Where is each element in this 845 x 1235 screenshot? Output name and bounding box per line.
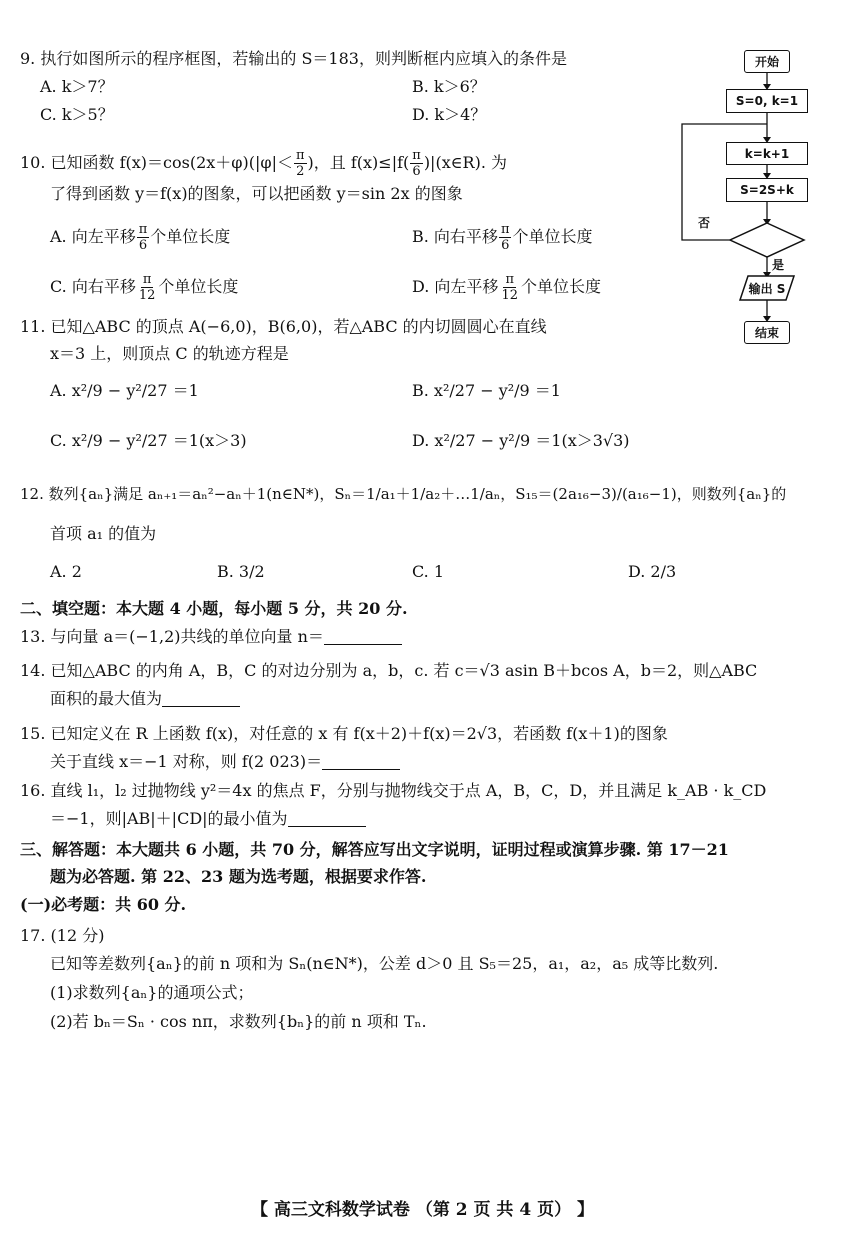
flowchart-start: 开始 [744,50,790,73]
flowchart-no-label: 否 [698,216,711,230]
q11-option-d: D. x²/27 − y²/9 ＝1(x＞3√3) [412,431,630,450]
q12-option-a: A. 2 [50,562,82,581]
q12-option-b: B. 3/2 [217,562,265,581]
q15-blank [322,753,400,770]
q10-stem [20,148,507,179]
q10-b-pre: B. 向右平移 [412,227,498,246]
q13 [20,626,402,648]
section-3-line2: 题为必答题. 第 22、23 题为选考题，根据要求作答. [50,867,427,886]
q10-b-unit: 个单位长度 [512,227,593,246]
q10-c-den: 12 [138,288,156,303]
q11-option-a: A. x²/9 − y²/27 ＝1 [50,381,199,400]
q10-b-frac [499,222,512,253]
q17-part1: (1)求数列{aₙ}的通项公式； [50,983,254,1002]
q9-option-c: C. k＞5？ [40,105,114,124]
flowchart-step-k: k=k+1 [726,142,808,165]
q10-frac2-num: π [412,148,421,163]
q10-frac-num: π [295,148,305,163]
q10-d-unit: 个单位长度 [520,277,601,296]
q10-frac2-den: 6 [412,164,421,179]
q13-text: 13. 与向量 a＝(−1,2)共线的单位向量 n＝ [20,627,324,646]
q10-c-num: π [142,272,152,287]
q11-line1: 11. 已知△ABC 的顶点 A(−6,0)，B(6,0)，若△ABC 的内切圆圆心在直线 [20,317,547,336]
q16-blank [288,810,366,827]
flowchart-step-s: S=2S+k [726,178,808,202]
q12-line2: 首项 a₁ 的值为 [50,524,157,543]
q10-a-unit: 个单位长度 [150,227,231,246]
flowchart-end: 结束 [744,321,790,344]
q14-line2 [50,688,240,710]
q17-head: 17. (12 分) [20,926,105,945]
q10-option-c [50,272,238,303]
flowchart [676,46,836,346]
q10-line2: 了得到函数 y＝f(x)的图象，可以把函数 y＝sin 2x 的图象 [50,184,463,203]
q10-b-den: 6 [501,238,510,253]
q10-c-pre: C. 向右平移 [50,277,136,296]
q10-a-den: 6 [138,238,148,253]
q9-stem: 9. 执行如图所示的程序框图，若输出的 S＝183，则判断框内应填入的条件是 [20,49,567,68]
page-footer: 【 高三文科数学试卷 （第 2 页 共 4 页） 】 [250,1200,594,1220]
q9-option-b: B. k＞6？ [412,77,486,96]
q10-c-frac [137,272,158,303]
q13-blank [324,628,402,645]
q10-frac-den: 2 [296,164,305,179]
q10-frac-pi-6 [410,148,423,179]
q17-part2: (2)若 bₙ＝Sₙ · cos nπ，求数列{bₙ}的前 n 项和 Tₙ. [50,1012,427,1031]
q10-a-pre: A. 向左平移 [50,227,136,246]
q12-option-c: C. 1 [412,562,445,581]
q10-d-num: π [505,272,514,287]
q10-a-num: π [138,222,148,237]
q15-line2-text: 关于直线 x＝−1 对称，则 f(2 023)＝ [50,752,323,771]
q16-line2-text: ＝−1，则|AB|＋|CD|的最小值为 [50,809,288,828]
q14-line2-text: 面积的最大值为 [50,689,163,708]
q10-b-num: π [500,222,510,237]
section-2-title: 二、填空题：本大题 4 小题，每小题 5 分，共 20 分. [20,599,408,618]
q12-option-d: D. 2/3 [628,562,677,581]
q9-option-a: A. k＞7？ [40,77,114,96]
q12-line1: 12. 数列{aₙ}满足 aₙ₊₁＝aₙ²−aₙ＋1(n∈N*)，Sₙ＝1/a₁＋1/a₂＋…1/aₙ，S₁₅＝(2a₁₆−3)/(a₁₆−1)，则数列{aₙ}的 [20,485,787,503]
flowchart-init: S=0, k=1 [726,89,808,113]
q11-line2: x＝3 上，则顶点 C 的轨迹方程是 [50,344,289,363]
q10-stem-b: )，且 f(x)≤|f( [307,153,410,172]
flowchart-output: 输出 S [748,282,786,296]
q14-line1: 14. 已知△ABC 的内角 A，B，C 的对边分别为 a，b，c. 若 c＝√3 asin B＋bcos A，b＝2，则△ABC [20,661,758,680]
q10-d-den: 12 [501,288,518,303]
q14-blank [162,690,240,707]
q10-frac-pi-2 [294,148,307,179]
q10-d-pre: D. 向左平移 [412,277,499,296]
q11-option-c: C. x²/9 − y²/27 ＝1(x＞3) [50,431,247,450]
q10-a-frac [137,222,150,253]
q15-line1: 15. 已知定义在 R 上函数 f(x)，对任意的 x 有 f(x＋2)＋f(x)＝2√3，若函数 f(x＋1)的图象 [20,724,668,743]
q9-option-d: D. k＞4？ [412,105,487,124]
q10-option-a [50,222,230,253]
q16-line2 [50,808,366,830]
q11-option-b: B. x²/27 − y²/9 ＝1 [412,381,561,400]
q15-line2 [50,751,400,773]
q10-d-frac [499,272,520,303]
section-3-line1: 三、解答题：本大题共 6 小题，共 70 分，解答应写出文字说明，证明过程或演算步骤. 第 17－21 [20,840,729,859]
q16-line1: 16. 直线 l₁，l₂ 过抛物线 y²＝4x 的焦点 F，分别与抛物线交于点 A，B，C，D，并且满足 k_AB · k_CD [20,781,767,800]
q10-c-unit: 个单位长度 [158,277,239,296]
q10-option-d [412,272,601,303]
q10-stem-c: )|(x∈R). 为 [423,153,508,172]
flowchart-yes-label: 是 [772,258,785,272]
q10-stem-a: 10. 已知函数 f(x)＝cos(2x＋φ)(|φ|＜ [20,153,293,172]
subsection-required: (一)必考题：共 60 分. [20,895,187,914]
q10-option-b [412,222,593,253]
q17-line1: 已知等差数列{aₙ}的前 n 项和为 Sₙ(n∈N*)，公差 d＞0 且 S₅＝25，a₁，a₂，a₅ 成等比数列. [50,954,719,973]
